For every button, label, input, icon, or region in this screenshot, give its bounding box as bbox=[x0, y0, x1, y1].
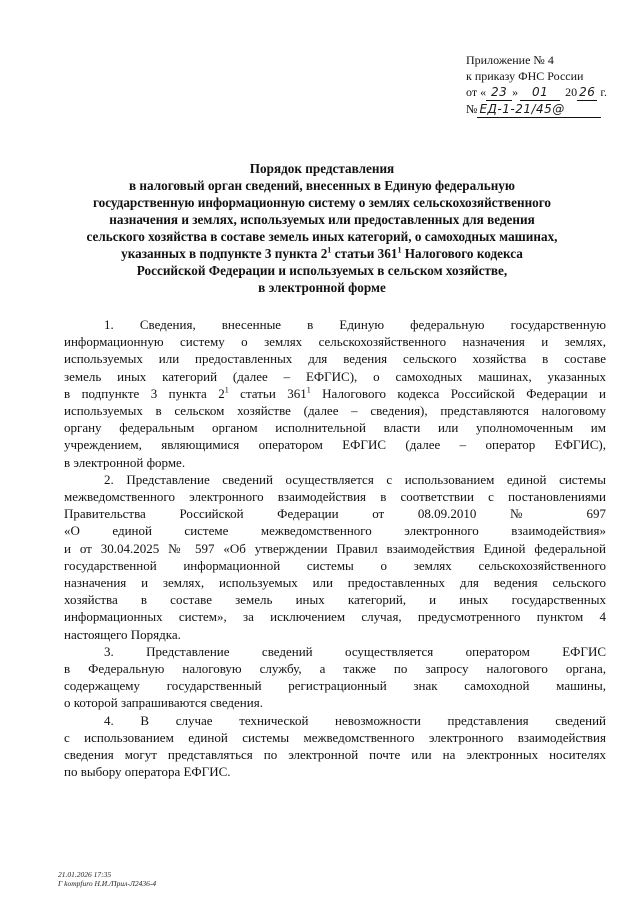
title-line: государственную информационную систему о землях сельскохозяйственного bbox=[92, 195, 552, 210]
paragraph-line: с использованием единой системы межведомственного электронного взаимодействия bbox=[64, 729, 606, 745]
paragraph-2 bbox=[64, 471, 606, 643]
title-line: сельского хозяйства в составе земель иных категорий, о самоходных машинах, bbox=[86, 229, 558, 244]
title-line: указанных в подпункте 3 пункта $2^1$ статьи $361^1$ Налогового кодекса bbox=[121, 245, 523, 261]
appendix-date bbox=[466, 84, 626, 101]
paragraph-line: назначения и землях, используемых или предоставленных для ведения сельского bbox=[64, 575, 606, 591]
date-suffix: г. bbox=[600, 85, 607, 99]
paragraph-line: и от 30.04.2025 № 597 «Об утверждении Правил взаимодействия Единой федеральной bbox=[64, 540, 606, 556]
date-year-prefix: 20 bbox=[565, 85, 578, 99]
paragraph-line: 2. Представление сведений осуществляется с использованием единой системы bbox=[104, 471, 606, 487]
footer-stamp bbox=[58, 870, 156, 888]
paragraph-line: информационную систему о землях сельскохозяйственного назначения и землях, bbox=[64, 334, 606, 350]
paragraph-1 bbox=[64, 316, 606, 471]
paragraph-line: используемых или предоставленных для ведения сельского хозяйства в составе bbox=[64, 351, 606, 367]
appendix-title: Приложение № 4 bbox=[466, 53, 554, 67]
paragraph-line: по выбору оператора ЕФГИС. bbox=[64, 764, 231, 780]
paragraph-line: межведомственного электронного взаимодействия в соответствии с постановлениями bbox=[64, 489, 606, 505]
paragraph-line: настоящего Порядка. bbox=[64, 626, 181, 642]
paragraph-line: в электронной форме. bbox=[64, 454, 186, 470]
date-year-handwritten: 26 bbox=[579, 85, 596, 99]
appendix-number bbox=[466, 101, 626, 118]
footer-timestamp: 21.01.2026 17:35 bbox=[58, 870, 112, 879]
paragraph-line: 4. В случае технической невозможности представления сведений bbox=[104, 712, 606, 728]
title-line: назначения и землях, используемых или предоставленных для ведения bbox=[109, 212, 535, 227]
title-line: Российской Федерации и используемых в сельском хозяйстве, bbox=[136, 263, 508, 278]
title-line: Порядок представления bbox=[249, 161, 395, 176]
date-prefix: от « bbox=[466, 85, 487, 99]
paragraph-line: содержащему государственный регистрационный знак самоходной машины, bbox=[64, 678, 606, 694]
date-mid: » bbox=[512, 85, 519, 99]
number-handwritten: ЕД-1-21/45@ bbox=[477, 101, 601, 118]
title-line: в электронной форме bbox=[258, 280, 386, 295]
paragraph-line: органу федеральным органом исполнительной власти или уполномоченным им bbox=[64, 420, 606, 436]
number-prefix: № bbox=[466, 102, 478, 116]
paragraph-line: о которой запрашиваются сведения. bbox=[64, 695, 263, 711]
appendix-order-ref: к приказу ФНС России bbox=[466, 69, 584, 83]
paragraph-line: 1. Сведения, внесенные в Единую федеральную государственную bbox=[104, 317, 606, 332]
paragraph-4 bbox=[64, 712, 606, 781]
paragraph-line: земель иных категорий (далее – ЕФГИС), о самоходных машинах, указанных bbox=[64, 368, 606, 384]
paragraph-3 bbox=[64, 643, 606, 712]
appendix-header bbox=[466, 52, 626, 118]
document-title bbox=[48, 160, 596, 296]
paragraph-line: 3. Представление сведений осуществляется оператором ЕФГИС bbox=[104, 643, 606, 659]
paragraph-line: учреждением, являющимися оператором ЕФГИС (далее – оператор ЕФГИС), bbox=[64, 437, 606, 453]
paragraph-line: хозяйства в составе земель иных категорий, и иных государственных bbox=[64, 592, 606, 608]
paragraph-line: в подпункте 3 пункта $2^1$ статьи $361^1$ Налогового кодекса Российской Федерации и bbox=[64, 385, 606, 401]
paragraph-line: Правительства Российской Федерации от 08.09.2010 № 697 bbox=[64, 506, 606, 522]
date-day-handwritten: 23 bbox=[486, 84, 512, 101]
paragraph-line: сведения могут представляться по электронной почте или на электронных носителях bbox=[64, 747, 606, 763]
title-line: в налоговый орган сведений, внесенных в Единую федеральную bbox=[129, 178, 515, 193]
footer-file-ref: Г kompfuro Н.И./Прил-Л2436-4 bbox=[58, 879, 157, 888]
date-month-handwritten: 01 bbox=[520, 84, 560, 101]
paragraph-line: информационных систем», за исключением случая, предусмотренного пунктом 4 bbox=[64, 609, 606, 625]
paragraph-line: «О единой системе межведомственного электронного взаимодействия» bbox=[64, 523, 606, 539]
document-body bbox=[64, 316, 606, 780]
paragraph-line: используемых в сельском хозяйстве (далее – сведения), представляются налоговому bbox=[64, 403, 606, 419]
paragraph-line: государственной информационной системы о землях сельскохозяйственного bbox=[64, 557, 606, 573]
paragraph-line: в Федеральную налоговую службу, а также по запросу налогового органа, bbox=[64, 661, 606, 677]
